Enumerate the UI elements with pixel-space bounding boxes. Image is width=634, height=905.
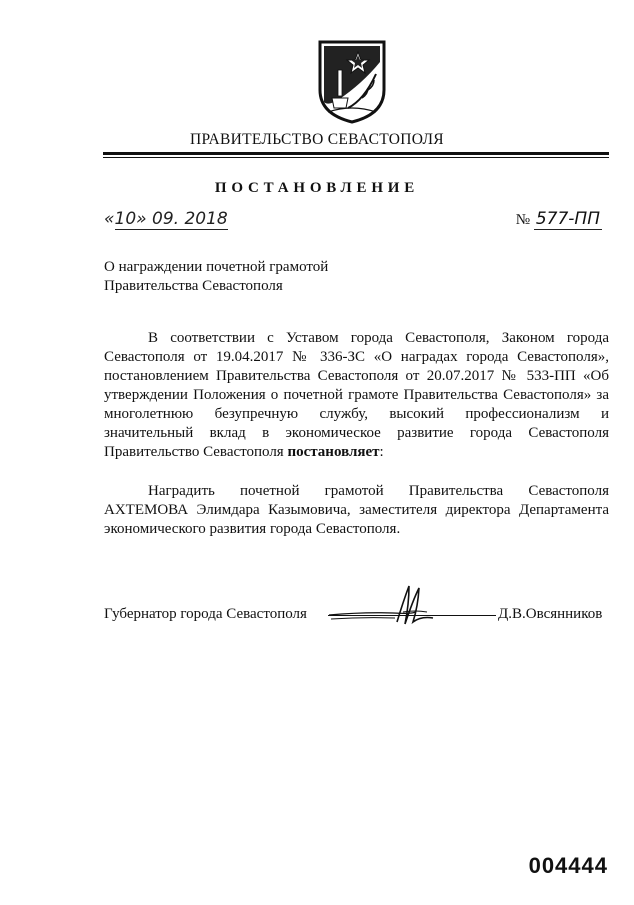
header-thin-rule [103, 157, 609, 158]
preamble-text: В соответствии с Уставом города Севастополя, Законом города Севастополя от 19.04.2017 № 336-ЗС «О наградах города Севастополя», постановлением Правительства Севастополя от 20.07.2017 № 533-ПП «Об утверждении Положения о почетной грамоте Правительства Севастополя» за многолетнюю безупречную службу, высокий профессионализм и значительный вклад в экономическое развитие города Севастополя Правительство Севастополя [104, 330, 609, 460]
number-handwritten: 577-ПП [535, 209, 600, 229]
subject-line-1: О награждении почетной грамотой [104, 259, 329, 275]
signatory-name: Д.В.Овсянников [498, 606, 603, 622]
document-date [104, 209, 228, 229]
preamble-colon: : [379, 444, 384, 460]
date-handwritten: 10» 09. 2018 [114, 209, 228, 229]
award-paragraph: Наградить почетной грамотой Правительства Севастополя АХТЕМОВА Элимдара Казымовича, заместителя директора Департамента экономического развития города Севастополя. [104, 483, 609, 537]
signatory-position: Губернатор города Севастополя [104, 606, 307, 622]
organization-title: ПРАВИТЕЛЬСТВО СЕВАСТОПОЛЯ [190, 131, 444, 148]
document-type-heading: ПОСТАНОВЛЕНИЕ [214, 180, 420, 196]
sevastopol-coat-of-arms-icon [318, 40, 386, 124]
date-open-quote: « [104, 209, 115, 229]
header-thick-rule [103, 152, 609, 155]
form-serial-number: 004444 [528, 853, 608, 878]
subject-line-2: Правительства Севастополя [104, 278, 283, 294]
number-sign: № [515, 212, 531, 228]
document-subject [104, 258, 328, 296]
document-number [516, 209, 602, 229]
preamble-paragraph [104, 329, 609, 462]
handwritten-signature-icon [323, 582, 498, 630]
decree-keyword: постановляет [287, 444, 380, 460]
